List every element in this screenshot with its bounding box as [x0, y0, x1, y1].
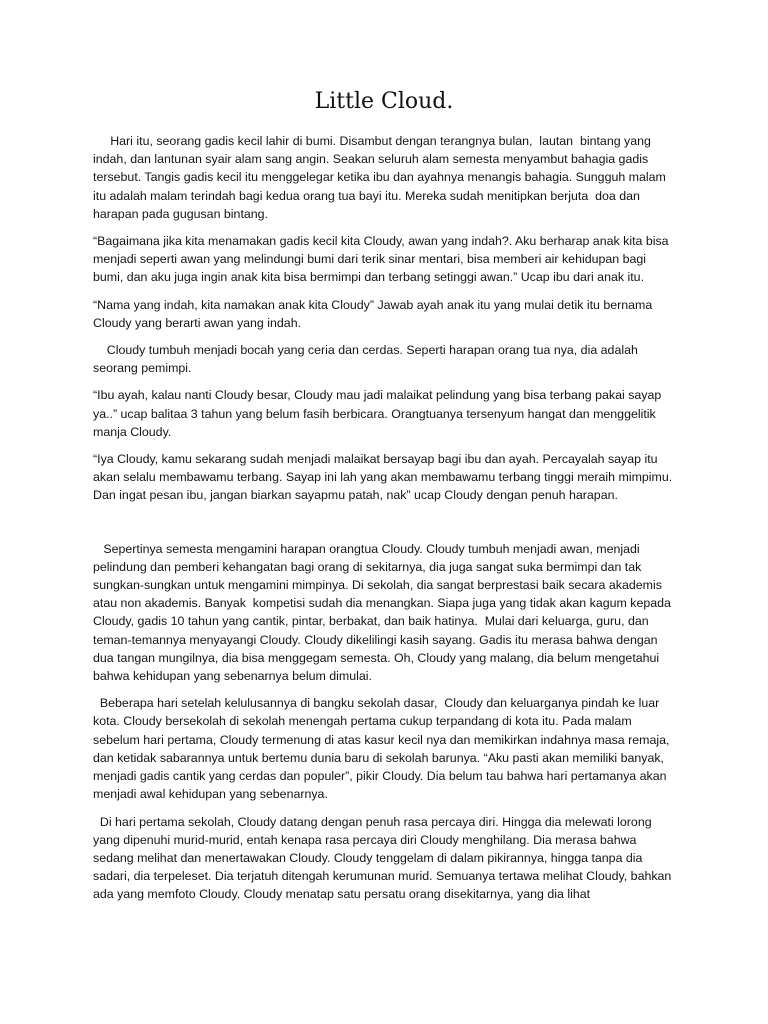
paragraph: “Iya Cloudy, kamu sekarang sudah menjadi malaikat bersayap bagi ibu dan ayah. Percayalah sayap itu akan selalu membawamu terbang. Sayap ini lah yang akan membawamu terbang tinggi meraih mimpimu. Dan ingat pesan ibu, jangan biarkan sayapmu patah, nak” ucap Cloudy dengan penuh harapan.	[93, 452, 676, 503]
paragraph: Cloudy tumbuh menjadi bocah yang ceria dan cerdas. Seperti harapan orang tua nya, dia adalah seorang pemimpi.	[93, 343, 642, 376]
document-title: Little Cloud.	[314, 89, 454, 114]
paragraph: “Nama yang indah, kita namakan anak kita Cloudy” Jawab ayah anak itu yang mulai detik itu bernama Cloudy yang berarti awan yang indah.	[93, 297, 656, 330]
paragraph: Sepertinya semesta mengamini harapan orangtua Cloudy. Cloudy tumbuh menjadi awan, menjadi pelindung dan pemberi kehangatan bagi orang di sekitarnya, dia juga sangat suka bermimpi dan tak sungkan-sungkan untuk mengamini mimpinya. Di sekolah, dia sangat berprestasi baik secara akademis atau non akademis. Banyak kompetisi sudah dia menangkan. Siapa juga yang tidak akan kagum kepada Cloudy, gadis 10 tahun yang cantik, pintar, berbakat, dan baik hatinya. Mulai dari keluarga, guru, dan teman-temannya menyayangi Cloudy. Cloudy dikelilingi kasih sayang. Gadis itu merasa bahwa dengan dua tangan mungilnya, dia bisa menggegam semesta. Oh, Cloudy yang malang, dia belum mengetahui bahwa kehidupan yang sebenarnya belum dimulai.	[93, 541, 675, 684]
paragraph: Beberapa hari setelah kelulusannya di bangku sekolah dasar, Cloudy dan keluarganya pindah ke luar kota. Cloudy bersekolah di sekolah menengah pertama cukup terpandang di kota itu. Pada malam sebelum hari pertama, Cloudy termenung di atas kasur kecil nya dan memikirkan indahnya masa remaja, dan ketidak sabarannya untuk bertemu dunia baru di sekolah barunya. “Aku pasti akan memiliki banyak, menjadi gadis cantik yang cerdas dan populer”, pikir Cloudy. Dia belum tau bahwa hari pertamanya akan menjadi awal kehidupan yang sebenarnya.	[93, 696, 673, 802]
paragraph: “Ibu ayah, kalau nanti Cloudy besar, Cloudy mau jadi malaikat pelindung yang bisa terbang pakai sayap ya..” ucap balitaa 3 tahun yang belum fasih berbicara. Orangtuanya tersenyum hangat dan menggelitik manja Cloudy.	[93, 388, 665, 439]
paragraph: Di hari pertama sekolah, Cloudy datang dengan penuh rasa percaya diri. Hingga dia melewati lorong yang dipenuhi murid-murid, entah kenapa rasa percaya diri Cloudy menghilang. Dia merasa bahwa sedang melihat dan menertawakan Cloudy. Cloudy tenggelam di dalam pikirannya, hingga tanpa dia sadari, dia terpeleset. Dia terjatuh ditengah kerumunan murid. Semuanya tertawa melihat Cloudy, bahkan ada yang memfoto Cloudy. Cloudy menatap satu persatu orang disekitarnya, yang dia lihat	[93, 814, 675, 902]
paragraph: “Bagaimana jika kita menamakan gadis kecil kita Cloudy, awan yang indah?. Aku berharap anak kita bisa menjadi seperti awan yang melindungi bumi dari terik sinar mentari, bisa memberi air kehidupan bagi bumi, dan aku juga ingin anak kita bisa bermimpi dan terbang setinggi awan.” Ucap ibu dari anak itu.	[93, 234, 673, 285]
document-body	[93, 132, 675, 913]
paragraph: Hari itu, seorang gadis kecil lahir di bumi. Disambut dengan terangnya bulan, lautan bintang yang indah, dan lantunan syair alam sang angin. Seakan seluruh alam semesta menyambut bahagia gadis tersebut. Tangis gadis kecil itu menggelegar ketika ibu dan ayahnya menangis bahagia. Sungguh malam itu adalah malam terindah bagi kedua orang tua bayi itu. Mereka sudah menitipkan berjuta doa dan harapan pada gugusan bintang.	[93, 134, 670, 221]
